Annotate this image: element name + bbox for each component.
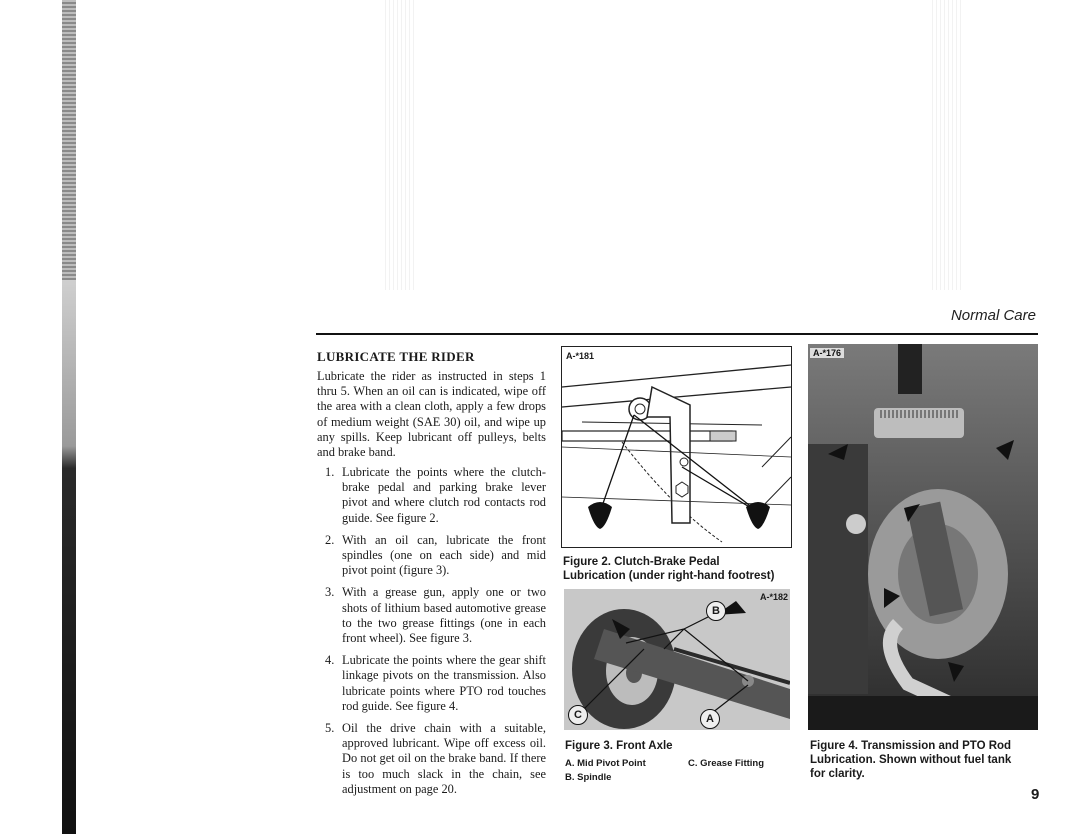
legend-c: C. Grease Fitting <box>688 758 765 769</box>
callout-a-label: A <box>706 713 714 725</box>
list-item <box>317 653 546 714</box>
step-number: 2. <box>325 532 335 547</box>
figure-4-code: A-*176 <box>810 348 844 358</box>
list-item <box>317 465 546 526</box>
step-text: Oil the drive chain with a suitable, approved lubricant. Wipe off excess oil. Do not get oil on the brake band. If there is too much slack in the chain, see adjustment on page 20. <box>342 721 546 796</box>
figure-4-caption-line-1: Figure 4. Transmission and PTO Rod <box>810 740 1012 752</box>
step-text: Lubricate the points where the clutch-brake pedal and parking brake lever pivot and where clutch rod contacts rod guide. See figure 2. <box>342 465 546 525</box>
header-rule <box>316 333 1038 335</box>
callout-b <box>706 601 726 621</box>
intro-paragraph: Lubricate the rider as instructed in steps 1 thru 5. When an oil can is indicated, wipe off the area with a clean cloth, apply a few drops of medium weight (SAE 30) oil, and wipe up any spills. Keep lubricant off pulleys, belts and brake band. <box>317 369 546 460</box>
legend-b: B. Spindle <box>565 772 612 783</box>
bleed-through-left <box>385 0 415 290</box>
list-item <box>317 585 546 646</box>
figure-4-photo <box>808 344 1038 730</box>
transmission-photo <box>808 344 1038 730</box>
bleed-through-right <box>932 0 964 290</box>
figure-2-illustration <box>561 346 792 548</box>
step-text: With a grease gun, apply one or two shots of lithium based automotive grease to the two grease fittings (one in each front wheel). See figure 3. <box>342 585 546 646</box>
front-axle-photo <box>564 589 790 730</box>
page-number: 9 <box>1031 786 1040 803</box>
figure-3-code: A-*182 <box>760 592 789 602</box>
figure-3-photo <box>564 589 790 730</box>
steps-list <box>317 465 546 804</box>
figure-2-code: A-*181 <box>566 351 595 361</box>
figure-4-caption <box>810 739 1040 781</box>
list-item <box>317 533 546 579</box>
figure-4-caption-line-3: for clarity. <box>810 768 865 780</box>
clutch-brake-drawing <box>562 347 791 547</box>
callout-b-label: B <box>712 605 720 617</box>
list-item <box>317 721 546 797</box>
callout-a <box>700 709 720 729</box>
figure-2-caption-line-2: Lubrication (under right-hand footrest) <box>563 570 775 582</box>
step-text: With an oil can, lubricate the front spindles (one on each side) and mid pivot point (figure 3). <box>342 532 546 578</box>
step-number: 3. <box>325 585 335 600</box>
callout-c <box>568 705 588 725</box>
figure-2-caption <box>563 555 774 583</box>
figure-3-caption: Figure 3. Front Axle <box>565 740 673 752</box>
legend-a: A. Mid Pivot Point <box>565 758 646 769</box>
figure-4-caption-line-2: Lubrication. Shown without fuel tank <box>810 754 1012 766</box>
callout-c-label: C <box>574 709 582 721</box>
step-number: 5. <box>325 721 335 736</box>
step-number: 1. <box>325 465 335 479</box>
figure-2-caption-line-1: Figure 2. Clutch-Brake Pedal <box>563 556 720 568</box>
binding-edge <box>62 280 76 834</box>
step-number: 4. <box>325 653 335 668</box>
header-title: Normal Care <box>950 307 1036 324</box>
step-text: Lubricate the points where the gear shift linkage pivots on the transmission. Also lubricate points where PTO rod touches rod guide. See figure 4. <box>342 653 546 713</box>
binding-edge-top <box>62 0 76 280</box>
section-heading: LUBRICATE THE RIDER <box>317 349 475 364</box>
